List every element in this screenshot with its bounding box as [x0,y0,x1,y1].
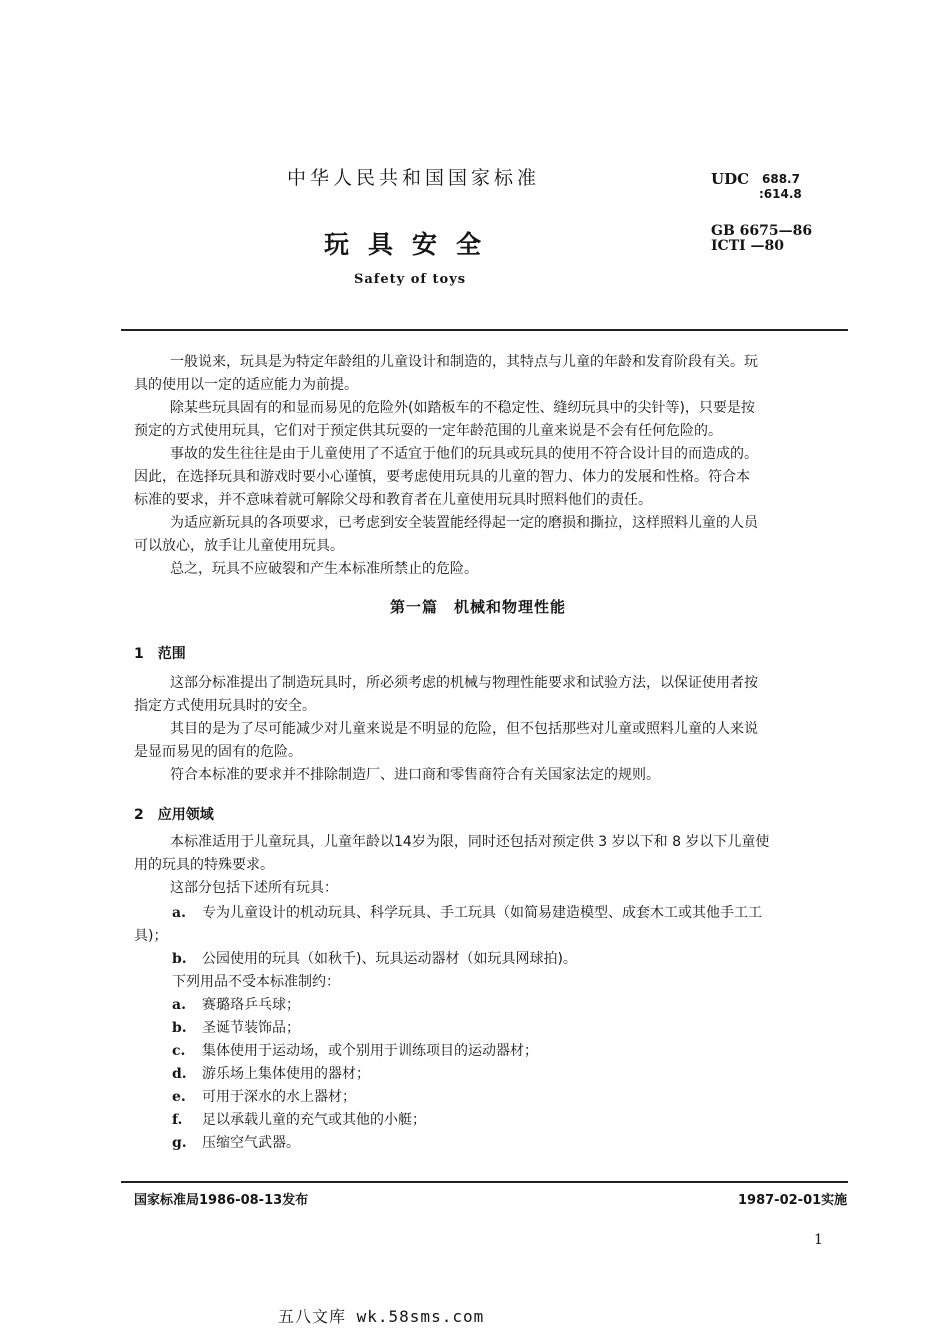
text-line: 标准的要求，并不意味着就可解除父母和教育者在儿童使用玩具时照料他们的责任。 [134,492,652,508]
section-2-paragraph-1 [134,831,856,877]
item-label: a. [172,997,186,1013]
text-line: 除某些玩具固有的和显而易见的危险外(如踏板车的不稳定性、缝纫玩具中的尖针等)，只要是按 [170,400,755,416]
site-watermark: 五八文库 wk.58sms.com [278,1307,485,1326]
text-line: 是显而易见的固有的危险。 [134,744,302,760]
item-label: c. [172,1043,186,1059]
intro-paragraph-3 [134,443,856,512]
gb-standard-number: GB 6675—86 [711,223,813,239]
included-item-a [172,902,762,922]
excluded-item-e [172,1086,356,1106]
intro-paragraph-1 [134,351,856,397]
item-text: 圣诞节装饰品； [202,1020,300,1036]
icti-standard-number: ICTI —80 [711,238,785,254]
text-line: 因此，在选择玩具和游戏时要小心谨慎，要考虑使用玩具的儿童的智力、体力的发展和性格。符合本 [134,469,750,485]
item-label: f. [172,1112,183,1128]
part-one-heading: 第一篇 机械和物理性能 [390,598,567,616]
item-label: a. [172,905,186,921]
section-1-heading: 1 范围 [134,646,186,662]
excluded-item-a [172,994,300,1014]
text-line: 总之，玩具不应破裂和产生本标准所禁止的危险。 [170,561,478,577]
item-text: 集体使用于运动场，或个别用于训练项目的运动器材； [202,1043,538,1059]
included-item-b [172,948,577,968]
text-line: 事故的发生往往是由于儿童使用了不适宜于他们的玩具或玩具的使用不符合设计目的而造成的。 [170,446,758,462]
item-text: 赛璐珞乒乓球； [202,997,300,1013]
item-label: b. [172,951,187,967]
text-line: 一般说来，玩具是为特定年龄组的儿童设计和制造的，其特点与儿童的年龄和发育阶段有关。玩 [170,354,758,370]
item-label: b. [172,1020,187,1036]
included-item-a-continuation: 具)； [134,928,168,944]
text-line: 指定方式使用玩具时的安全。 [134,698,316,714]
section-2-heading: 2 应用领域 [134,807,214,823]
text-line: 这部分标准提出了制造玩具时，所必须考虑的机械与物理性能要求和试验方法，以保证使用者按 [170,675,758,691]
issue-date: 国家标准局1986-08-13发布 [134,1193,309,1208]
excluded-item-c [172,1040,538,1060]
effective-date: 1987-02-01实施 [738,1193,848,1208]
udc-code-primary: 688.7 [762,172,800,186]
item-text: 足以承载儿童的充气或其他的小艇； [202,1112,426,1128]
item-label: d. [172,1066,187,1082]
standard-header-title: 中华人民共和国国家标准 [287,167,541,189]
item-text: 专为儿童设计的机动玩具、科学玩具、手工玩具（如简易建造模型、成套木工或其他手工工 [202,905,762,921]
text-line: 本标准适用于儿童玩具，儿童年龄以14岁为限，同时还包括对预定供 3 岁以下和 8 岁以下儿童使 [170,834,770,850]
excluded-item-g [172,1132,300,1152]
item-text: 公园使用的玩具（如秋千)、玩具运动器材（如玩具网球拍)。 [202,951,577,967]
text-line: 其目的是为了尽可能减少对儿童来说是不明显的危险，但不包括那些对儿童或照料儿童的人来说 [170,721,758,737]
intro-paragraph-2 [134,397,856,443]
text-line: 预定的方式使用玩具，它们对于预定供其玩耍的一定年龄范围的儿童来说是不会有任何危险的。 [134,423,722,439]
item-text: 游乐场上集体使用的器材； [202,1066,370,1082]
text-line: 可以放心，放手让儿童使用玩具。 [134,538,344,554]
text-line: 具的使用以一定的适应能力为前提。 [134,377,358,393]
udc-code-secondary: :614.8 [759,187,802,201]
item-text: 可用于深水的水上器材； [202,1089,356,1105]
item-text: 压缩空气武器。 [202,1135,300,1151]
document-title: 玩具安全 [324,230,501,259]
text-line: 用的玩具的特殊要求。 [134,857,274,873]
header-divider [121,329,848,331]
item-label: e. [172,1089,186,1105]
item-label: g. [172,1135,187,1151]
intro-paragraph-4 [134,512,856,558]
document-subtitle: Safety of toys [354,272,467,287]
footer-divider [121,1181,848,1183]
text-line: 为适应新玩具的各项要求，已考虑到安全装置能经得起一定的磨损和撕拉，这样照料儿童的人员 [170,515,758,531]
page-number: 1 [814,1232,823,1248]
section-1-paragraph-3 [134,764,856,787]
excluded-item-d [172,1063,370,1083]
intro-paragraph-5 [134,558,856,581]
section-1-paragraph-2 [134,718,856,764]
udc-label: UDC [711,170,750,188]
section-1-paragraph-1 [134,672,856,718]
text-line: 符合本标准的要求并不排除制造厂、进口商和零售商符合有关国家法定的规则。 [170,767,660,783]
section-2-paragraph-2 [134,877,856,900]
excluded-intro: 下列用品不受本标准制约： [172,974,340,990]
excluded-item-f [172,1109,426,1129]
excluded-item-b [172,1017,300,1037]
text-line: 这部分包括下述所有玩具： [170,880,338,896]
